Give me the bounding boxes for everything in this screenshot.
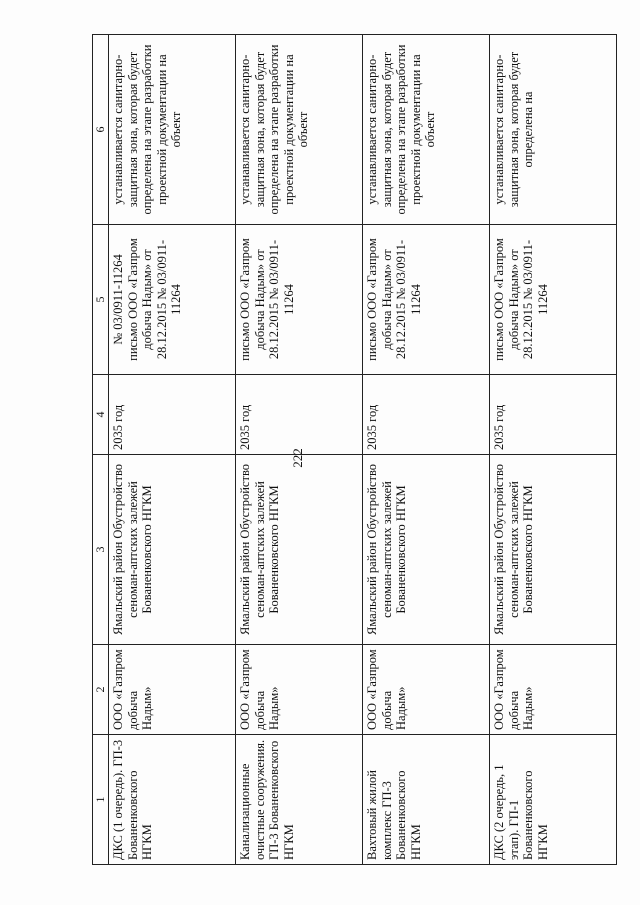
year: 2035 год: [109, 375, 236, 455]
owner: ООО «Газпром добыча Надым»: [363, 645, 490, 735]
object-name: Вахтовый жилой комплекс ГП-3 Бованенковского НГКМ: [363, 735, 490, 865]
object-name: ДКС (2 очередь, 1 этап). ГП-1 Бованенковского НГКМ: [490, 735, 617, 865]
document: письмо ООО «Газпром добыча Надым» от 28.12.2015 № 03/0911-11264: [363, 225, 490, 375]
header-col-1: 1: [93, 735, 109, 865]
owner: ООО «Газпром добыча Надым»: [236, 645, 363, 735]
document: письмо ООО «Газпром добыча Надым» от 28.12.2015 № 03/0911-11264: [490, 225, 617, 375]
location: Ямальский район Обустройство сеноман-аптских залежей Бованенковского НГКМ: [109, 455, 236, 645]
rotated-table: [92, 35, 622, 865]
table-row: [490, 35, 617, 865]
header-col-4: 4: [93, 375, 109, 455]
owner: ООО «Газпром добыча Надым»: [490, 645, 617, 735]
object-name: Канализационные очистные сооружения. ГП-3 Бованенковского НГКМ: [236, 735, 363, 865]
year: 2035 год: [490, 375, 617, 455]
document: письмо ООО «Газпром добыча Надым» от 28.12.2015 № 03/0911-11264: [236, 225, 363, 375]
document-cell: [109, 225, 236, 375]
object-name: ДКС (1 очередь). ГП-3 Бованенковского НГКМ: [109, 735, 236, 865]
zone: устанавливается санитарно-защитная зона, которая будет определена на: [490, 35, 617, 225]
year: 2035 год: [363, 375, 490, 455]
year: 2035 год: [236, 375, 363, 455]
table-container: [92, 35, 622, 865]
header-col-3: 3: [93, 455, 109, 645]
header-col-6: 6: [93, 35, 109, 225]
table-row: [363, 35, 490, 865]
spill-number: № 03/0911-11264: [111, 254, 125, 345]
header-row: [93, 35, 109, 865]
document: письмо ООО «Газпром добыча Надым» от 28.12.2015 № 03/0911-11264: [125, 238, 183, 361]
owner: ООО «Газпром добыча Надым»: [109, 645, 236, 735]
objects-table: [92, 34, 617, 865]
table-row: [109, 35, 236, 865]
zone: устанавливается санитарно-защитная зона, которая будет определена на этапе разработки проектной документации на объект: [363, 35, 490, 225]
location: Ямальский район Обустройство сеноман-аптских залежей Бованенковского НГКМ: [363, 455, 490, 645]
header-col-2: 2: [93, 645, 109, 735]
zone: устанавливается санитарно-защитная зона, которая будет определена на этапе разработки проектной документации на объект: [109, 35, 236, 225]
location: Ямальский район Обустройство сеноман-аптских залежей Бованенковского НГКМ: [490, 455, 617, 645]
page-number: 222: [290, 448, 305, 468]
header-col-5: 5: [93, 225, 109, 375]
location: Ямальский район Обустройство сеноман-аптских залежей Бованенковского НГКМ: [236, 455, 363, 645]
table-row: [236, 35, 363, 865]
zone: устанавливается санитарно-защитная зона, которая будет определена на этапе разработки проектной документации на объект: [236, 35, 363, 225]
